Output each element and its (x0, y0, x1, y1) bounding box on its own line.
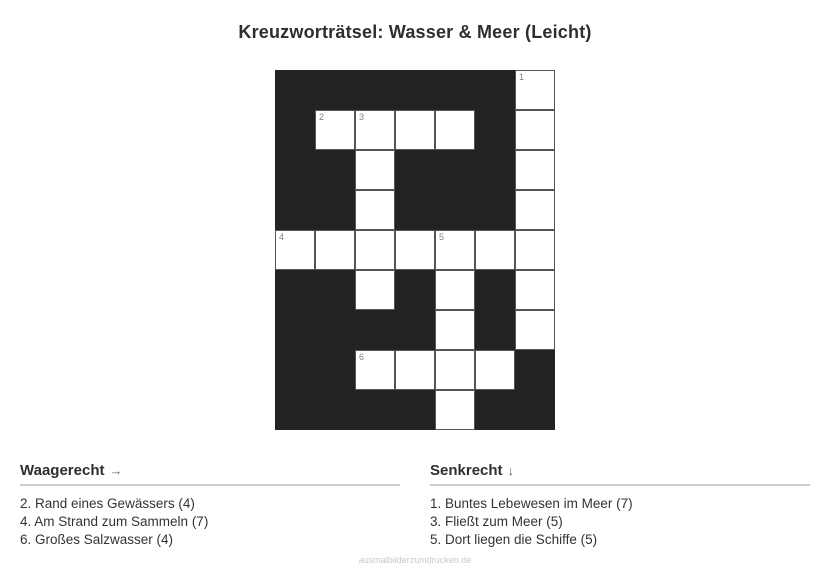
cell-number: 6 (359, 352, 365, 362)
grid-cell (435, 110, 475, 150)
grid-cell (515, 70, 555, 110)
grid-cell (395, 350, 435, 390)
down-clue: 1. Buntes Lebewesen im Meer (7) (430, 496, 633, 511)
grid-cell (355, 150, 395, 190)
grid-cell (515, 150, 555, 190)
grid-cell (435, 270, 475, 310)
cell-number: 5 (439, 232, 445, 242)
footer-watermark: ausmalbilderzumdrucken.de (358, 555, 472, 565)
across-title: Waagerecht (20, 462, 105, 479)
across-header (20, 462, 400, 486)
grid-cell (475, 350, 515, 390)
down-clue-list (430, 495, 810, 549)
across-clue: 6. Großes Salzwasser (4) (20, 532, 174, 547)
grid-cell (355, 230, 395, 270)
crossword-grid (275, 70, 555, 430)
grid-cell (475, 230, 515, 270)
grid-cell (515, 190, 555, 230)
down-clues-column (430, 462, 810, 549)
grid-cell (515, 270, 555, 310)
across-clues-column (20, 462, 400, 549)
down-clue: 5. Dort liegen die Schiffe (5) (430, 532, 598, 547)
across-clue-list (20, 495, 400, 549)
grid-cell (395, 110, 435, 150)
grid-cell (315, 230, 355, 270)
right-arrow-icon: → (109, 463, 123, 478)
down-title: Senkrecht (430, 462, 503, 479)
grid-cell (355, 350, 395, 390)
down-header (430, 462, 810, 486)
grid-cell (515, 310, 555, 350)
across-clue: 2. Rand eines Gewässers (4) (20, 496, 195, 511)
clues-section (0, 462, 830, 549)
down-clue: 3. Fließt zum Meer (5) (430, 514, 563, 529)
grid-cell (435, 230, 475, 270)
grid-cell (435, 390, 475, 430)
cell-number: 4 (279, 232, 285, 242)
grid-cell (435, 310, 475, 350)
grid-wrapper (0, 70, 830, 430)
cell-number: 2 (319, 112, 325, 122)
grid-cell (355, 270, 395, 310)
grid-cell (355, 190, 395, 230)
grid-cell (515, 230, 555, 270)
cell-number: 1 (519, 72, 525, 82)
cell-number: 3 (359, 112, 365, 122)
across-clue: 4. Am Strand zum Sammeln (7) (20, 514, 209, 529)
down-arrow-icon: ↓ (507, 463, 515, 478)
grid-cell (395, 230, 435, 270)
grid-cell (355, 110, 395, 150)
page-title: Kreuzworträtsel: Wasser & Meer (Leicht) (238, 22, 592, 42)
grid-cell (435, 350, 475, 390)
grid-cell (315, 110, 355, 150)
grid-cell (515, 110, 555, 150)
grid-cell (275, 230, 315, 270)
